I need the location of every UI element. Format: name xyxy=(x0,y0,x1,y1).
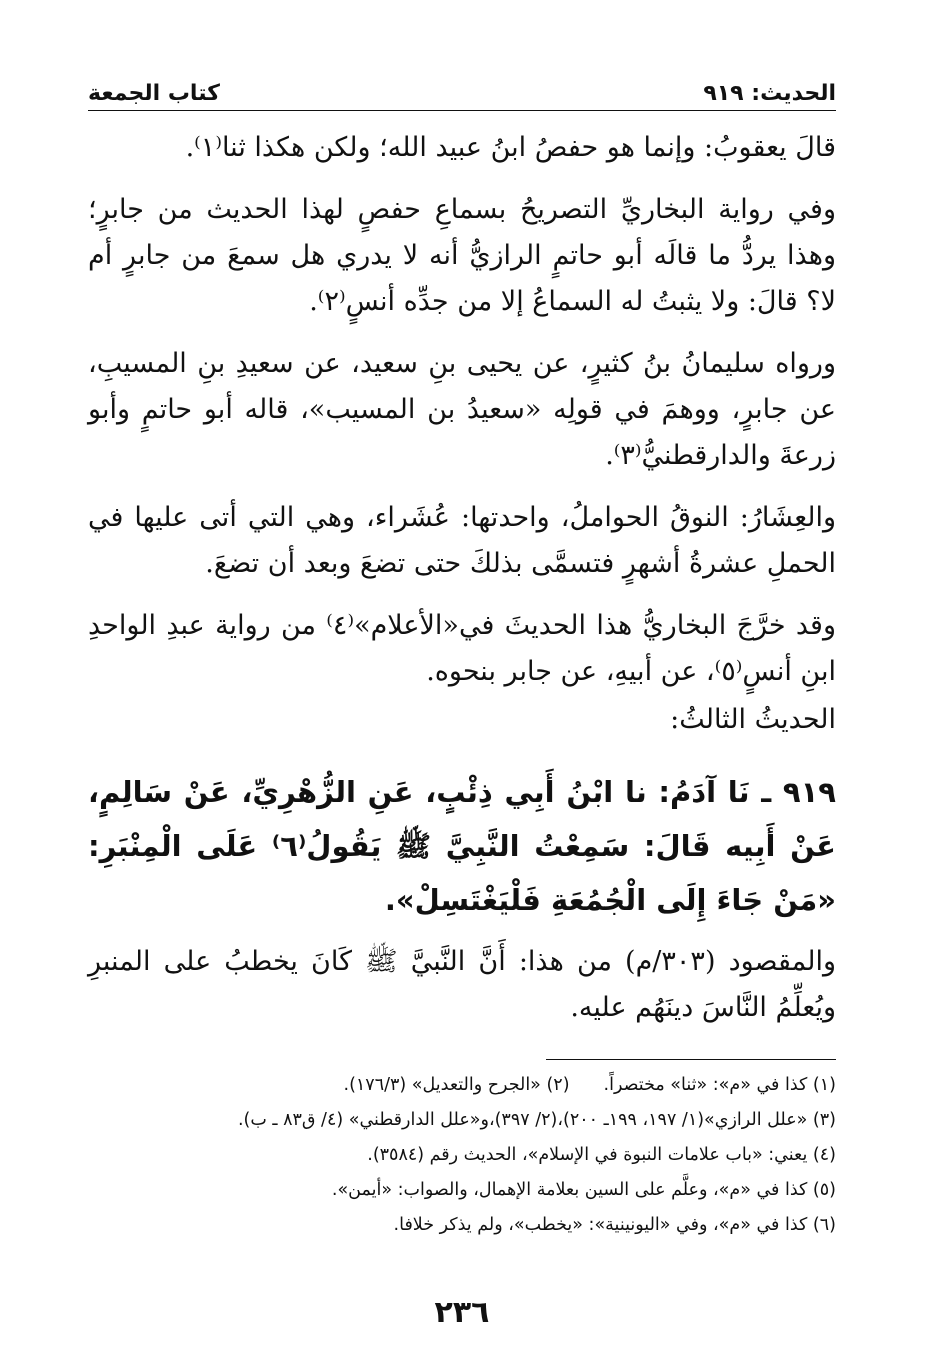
header-book-title: كتاب الجمعة xyxy=(88,81,220,106)
page-number: ٢٣٦ xyxy=(434,1295,490,1330)
main-text xyxy=(88,125,836,1031)
footnote-6: (٦) كذا في «م»، وفي «اليونينية»: «يخطب»، ولم يذكر خلافا. xyxy=(393,1215,836,1235)
hadith-text: ٩١٩ ـ نَا آدَمُ: نا ابْنُ أَبِي ذِئْبٍ، عَنِ الزُّهْرِيِّ، عَنْ سَالِمٍ، عَنْ أَبِيه قَالَ: سَمِعْتُ النَّبِيَّ ﷺ يَقُولُ⁽٦⁾ عَلَى الْمِنْبَرِ: «مَنْ جَاءَ إِلَى الْجُمُعَةِ فَلْيَغْتَسِلْ». xyxy=(88,775,836,917)
footnote-1: (١) كذا في «م»: «ثنا» مختصراً. xyxy=(603,1075,836,1095)
paragraph-6: والمقصود (٣٠٣/م) من هذا: أَنَّ النَّبيَّ ﷺ كَانَ يخطبُ على المنبرِ ويُعلِّمُ النَّاسَ دينَهُم عليه. xyxy=(88,946,836,1023)
footnote-3: (٣) «علل الرازي»(١/ ١٩٧، ١٩٩ـ ٢٠٠)،(٢/ ٣٩٧)،و«علل الدارقطني» (٤/ ق٨٣ ـ ب). xyxy=(237,1110,836,1130)
paragraph-1: قالَ يعقوبُ: وإنما هو حفصُ ابنُ عبيد الله؛ ولكن هكذا ثنا⁽١⁾. xyxy=(185,132,836,163)
paragraph-2: وفي رواية البخاريِّ التصريحُ بسماعِ حفصٍ لهذا الحديث من جابرٍ؛ وهذا يردُّ ما قالَه أبو حاتمٍ الرازيُّ أنه لا يدري هل سمعَ من جابرٍ أم لا؟ قالَ: ولا يثبتُ له السماعُ إلا من جدِّه أنسٍ⁽٢⁾. xyxy=(88,194,836,317)
paragraph-5: وقد خرَّجَ البخاريُّ هذا الحديثَ في«الأعلام»⁽٤⁾ من رواية عبدِ الواحدِ ابنِ أنسٍ⁽٥⁾، عن أبيهِ، عن جابر بنحوه. xyxy=(88,610,836,687)
footnotes xyxy=(88,1068,836,1243)
section-heading: الحديثُ الثالثُ: xyxy=(670,704,836,735)
header-hadith-number: الحديث: ٩١٩ xyxy=(703,81,836,106)
footnote-2: (٢) «الجرح والتعديل» (١٧٦/٣). xyxy=(343,1075,570,1095)
footnote-5: (٥) كذا في «م»، وعلَّم على السين بعلامة الإهمال، والصواب: «أيمن». xyxy=(331,1180,836,1200)
footnote-divider xyxy=(546,1059,836,1060)
running-header xyxy=(88,70,836,111)
paragraph-3: ورواه سليمانُ بنُ كثيرٍ، عن يحيى بنِ سعيد، عن سعيدِ بنِ المسيبِ، عن جابرٍ، ووهمَ في قولِه «سعيدُ بن المسيب»، قاله أبو حاتمٍ وأبو زرعةَ والدارقطنيُّ⁽٣⁾. xyxy=(88,348,836,471)
paragraph-4: والعِشَارُ: النوقُ الحواملُ، واحدتها: عُشَراء، وهي التي أتى عليها في الحملِ عشرةُ أشهرٍ فتسمَّى بذلكَ حتى تضعَ وبعد أن تضعَ. xyxy=(88,502,836,579)
footnote-4: (٤) يعني: «باب علامات النبوة في الإسلام»، الحديث رقم (٣٥٨٤). xyxy=(367,1145,836,1165)
book-page xyxy=(88,70,836,1330)
footnote-row-1 xyxy=(88,1068,836,1103)
